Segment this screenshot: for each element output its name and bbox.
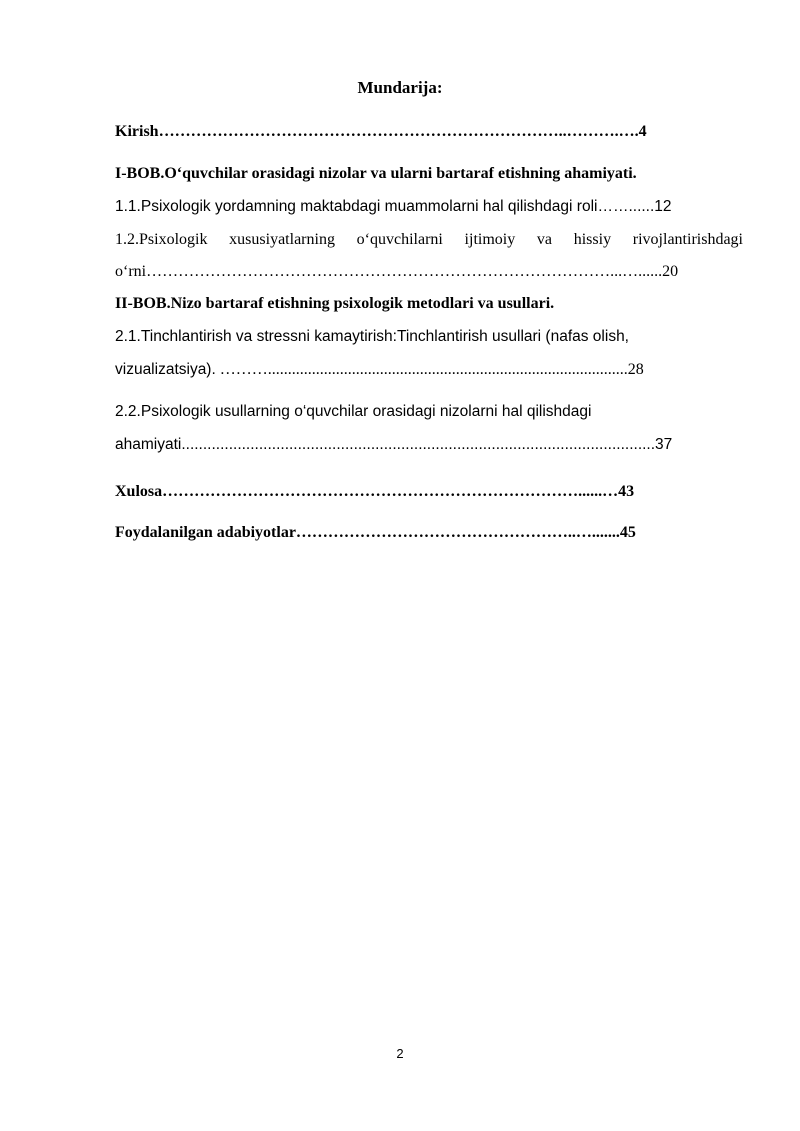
toc-entry-xulosa: Xulosa……………………………………………………………………......…43 bbox=[115, 483, 635, 500]
toc-word: ijtimoiy bbox=[464, 231, 516, 248]
toc-entry-2-1-line1: 2.1.Tinchlantirish va stressni kamaytirish:Tinchlantirish usullari (nafas olish, bbox=[115, 328, 629, 345]
toc-entry-1-2-line2: o‘rni……………………………………………………………………………...…......20 bbox=[115, 263, 679, 280]
toc-entry-2-1-line2 bbox=[115, 359, 743, 381]
page-number: 2 bbox=[396, 1046, 404, 1061]
toc-word: o‘quvchilarni bbox=[356, 231, 443, 248]
toc-entry-2-1-text: vizualizatsiya). bbox=[115, 361, 216, 378]
toc-entry-foydalanilgan: Foydalanilgan adabiyotlar……………………………………………..….......45 bbox=[115, 524, 636, 541]
toc-word: hissiy bbox=[573, 231, 612, 248]
toc-entry-kirish: Kirish…………………………………………………………………..……….….4 bbox=[115, 123, 647, 140]
toc-entry-1-1: 1.1.Psixologik yordamning maktabdagi muammolarni hal qilishdagi roli……......12 bbox=[115, 198, 672, 215]
toc-heading-bob2: II-BOB.Nizo bartaraf etishning psixologik metodlari va usullari. bbox=[115, 295, 555, 312]
toc-word: va bbox=[536, 231, 553, 248]
toc-word: 1.2.Psixologik bbox=[115, 231, 208, 248]
toc-entry-2-2-line2: ahamiyati..............................................................................................................37 bbox=[115, 436, 673, 453]
toc-heading-bob1: I-BOB.O‘quvchilar orasidagi nizolar va ularni bartaraf etishning ahamiyati. bbox=[115, 165, 637, 182]
toc-word: rivojlantirishdagi bbox=[632, 231, 743, 248]
toc-entry-2-1-dots: ………..........................................................................................28 bbox=[215, 361, 644, 378]
toc-entry-2-2-line1: 2.2.Psixologik usullarning o‘quvchilar orasidagi nizolarni hal qilishdagi bbox=[115, 403, 592, 420]
toc-entry-1-2-line1 bbox=[115, 229, 743, 251]
page-title: Mundarija: bbox=[357, 78, 443, 97]
toc-word: xususiyatlarning bbox=[229, 231, 335, 248]
